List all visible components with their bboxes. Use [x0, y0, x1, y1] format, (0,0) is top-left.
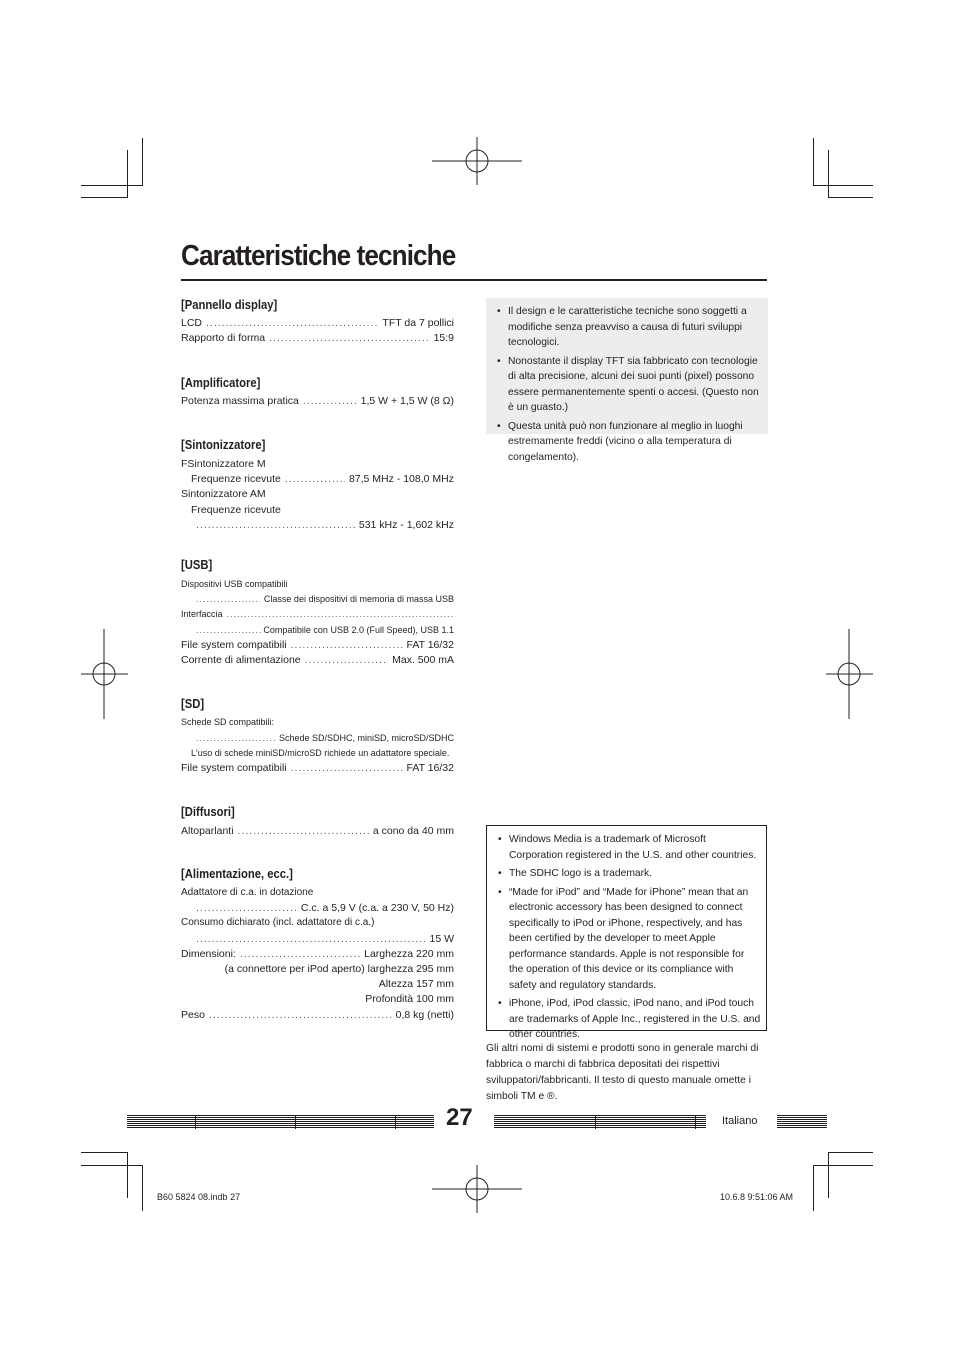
spec-row: [196, 901, 454, 915]
list-item: • “Made for iPod” and “Made for iPhone” mean that an electronic accessory has been designed to connect specifically to iPod or iPhone, respectively, and has been certified by the developer to meet Apple performance standards. Apple is not responsible for the operation of this device or its compliance with safety and regulatory standards.: [491, 885, 761, 994]
spec-row: [196, 932, 454, 946]
spec-value: 1,5 W + 1,5 W (8 Ω): [360, 395, 454, 407]
spec-value: 15 W: [429, 933, 454, 945]
footer-stripe: [777, 1115, 827, 1129]
crop-mark: [142, 1165, 143, 1211]
spec-label: Dimensioni:: [181, 948, 236, 960]
page-number: 27: [446, 1104, 473, 1131]
registration-mark-icon: [432, 1165, 522, 1213]
spec-value: FAT 16/32: [406, 639, 454, 651]
spec-label: File system compatibili: [181, 762, 287, 774]
crop-mark: [813, 1165, 873, 1166]
spec-label: Frequenze ricevute: [191, 473, 281, 485]
spec-value: TFT da 7 pollici: [382, 317, 454, 329]
footer-stripe: [127, 1115, 434, 1129]
trademarks-box: [486, 825, 767, 1040]
spec-row: [196, 518, 454, 532]
section-heading-amp: [Amplificatore]: [181, 376, 261, 390]
crop-mark: [813, 1165, 814, 1211]
list-item: • Windows Media is a trademark of Microsoft Corporation registered in the U.S. and other countries.: [491, 832, 761, 863]
crop-mark: [828, 150, 829, 198]
spec-label: Interfaccia: [181, 609, 223, 619]
footer-tick: [395, 1115, 396, 1129]
spec-value: Larghezza 220 mm: [364, 948, 454, 960]
spec-label: Schede SD compatibili:: [181, 717, 275, 727]
list-item: • The SDHC logo is a trademark.: [491, 866, 761, 882]
spec-row: [181, 947, 454, 961]
spec-row: [196, 623, 454, 637]
crop-mark: [813, 185, 873, 186]
spec-value: FAT 16/32: [406, 762, 454, 774]
crop-mark: [828, 197, 873, 198]
spec-note: L'uso di schede miniSD/microSD richiede un adattatore speciale.: [191, 748, 450, 758]
spec-value: 15:9: [433, 332, 454, 344]
footer-tick: [195, 1115, 196, 1129]
section-heading-speakers: [Diffusori]: [181, 805, 235, 819]
footer-tick: [695, 1115, 696, 1129]
spec-value: Classe dei dispositivi di memoria di massa USB: [263, 594, 454, 604]
crop-mark: [142, 138, 143, 186]
list-item: • Il design e le caratteristiche tecniche sono soggetti a modifiche senza preavviso a causa di futuri sviluppi tecnologici.: [490, 304, 764, 351]
notes-list: [490, 304, 764, 468]
registration-mark-icon: [81, 629, 128, 719]
spec-label: FSintonizzatore M: [181, 458, 266, 470]
spec-label: LCD: [181, 317, 203, 329]
slug-timestamp: 10.6.8 9:51:06 AM: [720, 1192, 794, 1202]
section-heading-display: [Pannello display]: [181, 298, 278, 312]
section-heading-usb: [USB]: [181, 558, 213, 572]
crop-mark: [81, 185, 142, 186]
spec-label: Rapporto di forma: [181, 332, 266, 344]
spec-label: Frequenze ricevute: [191, 504, 281, 516]
language-label: Italiano: [722, 1115, 758, 1127]
spec-label: Sintonizzatore AM: [181, 488, 266, 500]
trademark-footnote: Gli altri nomi di sistemi e prodotti sono in generale marchi di fabbrica o marchi di fabbrica depositati dei rispettivi sviluppatori/fabbricanti. Il testo di questo manuale omette i simboli TM e ®.: [486, 1043, 759, 1102]
crop-mark: [813, 138, 814, 186]
spec-value: C.c. a 5,9 V (c.a. a 230 V, 50 Hz): [300, 902, 454, 914]
spec-row: [196, 731, 454, 745]
notes-box: [486, 298, 768, 463]
spec-value: Profondità 100 mm: [365, 993, 454, 1005]
spec-label: Peso: [181, 1009, 205, 1021]
spec-label: Dispositivi USB compatibili: [181, 579, 288, 589]
crop-mark: [127, 1152, 128, 1198]
footer-tick: [595, 1115, 596, 1129]
page-title: Caratteristiche tecniche: [181, 240, 456, 272]
spec-value: 0,8 kg (netti): [395, 1009, 454, 1021]
spec-row: [181, 824, 454, 838]
list-item: • Questa unità può non funzionare al meglio in luoghi estremamente freddi (vicino o alla temperatura di congelamento).: [490, 419, 764, 466]
spec-label: Potenza massima pratica: [181, 395, 299, 407]
crop-mark: [81, 1152, 128, 1153]
spec-label: Consumo dichiarato (incl. adattatore di c.a.): [181, 917, 375, 928]
spec-row: [181, 1008, 454, 1022]
spec-label: File system compatibili: [181, 639, 287, 651]
crop-mark: [828, 1152, 873, 1153]
spec-value: Max. 500 mA: [392, 654, 454, 666]
spec-row: [196, 592, 454, 606]
crop-mark: [81, 1165, 142, 1166]
spec-row: [191, 472, 454, 486]
spec-value: Altezza 157 mm: [378, 978, 454, 990]
spec-row: [181, 653, 454, 667]
crop-mark: [828, 1152, 829, 1198]
title-rule: [181, 279, 767, 281]
spec-row: [181, 331, 454, 345]
trademarks-list: [491, 832, 761, 1046]
crop-mark: [127, 150, 128, 198]
spec-row: [181, 761, 454, 775]
spec-label: Adattatore di c.a. in dotazione: [181, 887, 314, 898]
list-item: • Nonostante il display TFT sia fabbricato con tecnologie di alta precisione, alcuni dei suoi punti (pixel) possono essere permanentemente spenti o accesi. (Questo non è un guasto.): [490, 354, 764, 416]
footer-stripe: [494, 1115, 706, 1129]
spec-label: Corrente di alimentazione: [181, 654, 301, 666]
section-heading-tuner: [Sintonizzatore]: [181, 438, 266, 452]
spec-value: Compatibile con USB 2.0 (Full Speed), USB 1.1: [263, 625, 454, 635]
spec-value: (a connettore per iPod aperto) larghezza 295 mm: [224, 963, 454, 975]
registration-mark-icon: [432, 137, 522, 185]
spec-row: [181, 607, 454, 621]
spec-value: 87,5 MHz - 108,0 MHz: [348, 473, 454, 485]
registration-mark-icon: [826, 629, 873, 719]
footer-tick: [295, 1115, 296, 1129]
spec-value: Schede SD/SDHC, miniSD, microSD/SDHC: [278, 733, 454, 743]
spec-label: Altoparlanti: [181, 825, 234, 837]
spec-row: [181, 316, 454, 330]
section-heading-power: [Alimentazione, ecc.]: [181, 867, 293, 881]
spec-row: [181, 638, 454, 652]
spec-row: [181, 394, 454, 408]
section-heading-sd: [SD]: [181, 697, 205, 711]
list-item: • iPhone, iPod, iPod classic, iPod nano, and iPod touch are trademarks of Apple Inc., registered in the U.S. and other countries.: [491, 996, 761, 1043]
spec-value: a cono da 40 mm: [372, 825, 454, 837]
crop-mark: [81, 197, 128, 198]
slug-file-info: B60 5824 08.indb 27: [157, 1192, 241, 1202]
spec-value: 531 kHz - 1,602 kHz: [358, 519, 454, 531]
